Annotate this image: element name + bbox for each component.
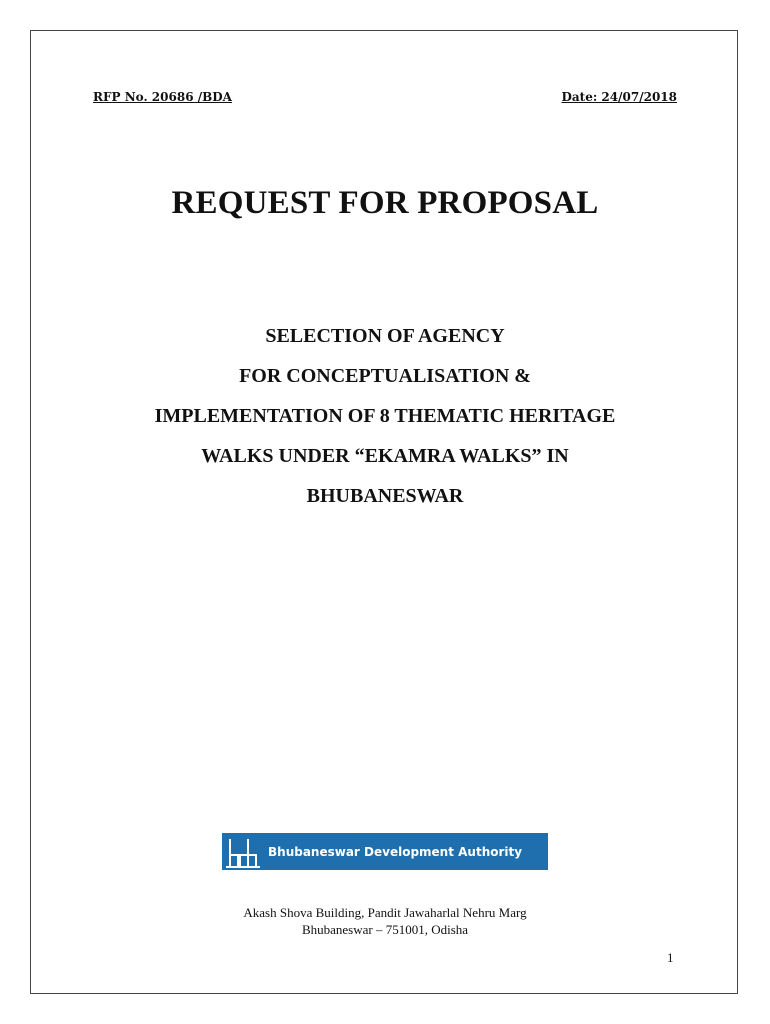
rfp-date: Date: 24/07/2018 — [561, 90, 677, 104]
address-block — [0, 904, 770, 938]
address-line: Bhubaneswar – 751001, Odisha — [301, 922, 469, 937]
bda-logo — [222, 833, 548, 870]
logo-text: Bhubaneswar Development Authority — [268, 844, 523, 859]
subject-line: BHUBANESWAR — [306, 485, 464, 507]
subject-heading — [60, 316, 710, 516]
address-line: Akash Shova Building, Pandit Jawaharlal Nehru Marg — [243, 905, 527, 920]
subject-line: FOR CONCEPTUALISATION & — [239, 365, 531, 387]
subject-line: WALKS UNDER “EKAMRA WALKS” IN — [201, 445, 569, 467]
document-title: REQUEST FOR PROPOSAL — [171, 185, 599, 221]
page-number: 1 — [667, 950, 674, 965]
rfp-number: RFP No. 20686 /BDA — [93, 90, 232, 104]
subject-line: IMPLEMENTATION OF 8 THEMATIC HERITAGE — [154, 405, 616, 427]
subject-line: SELECTION OF AGENCY — [265, 325, 505, 347]
bda-logo-icon — [222, 833, 262, 870]
